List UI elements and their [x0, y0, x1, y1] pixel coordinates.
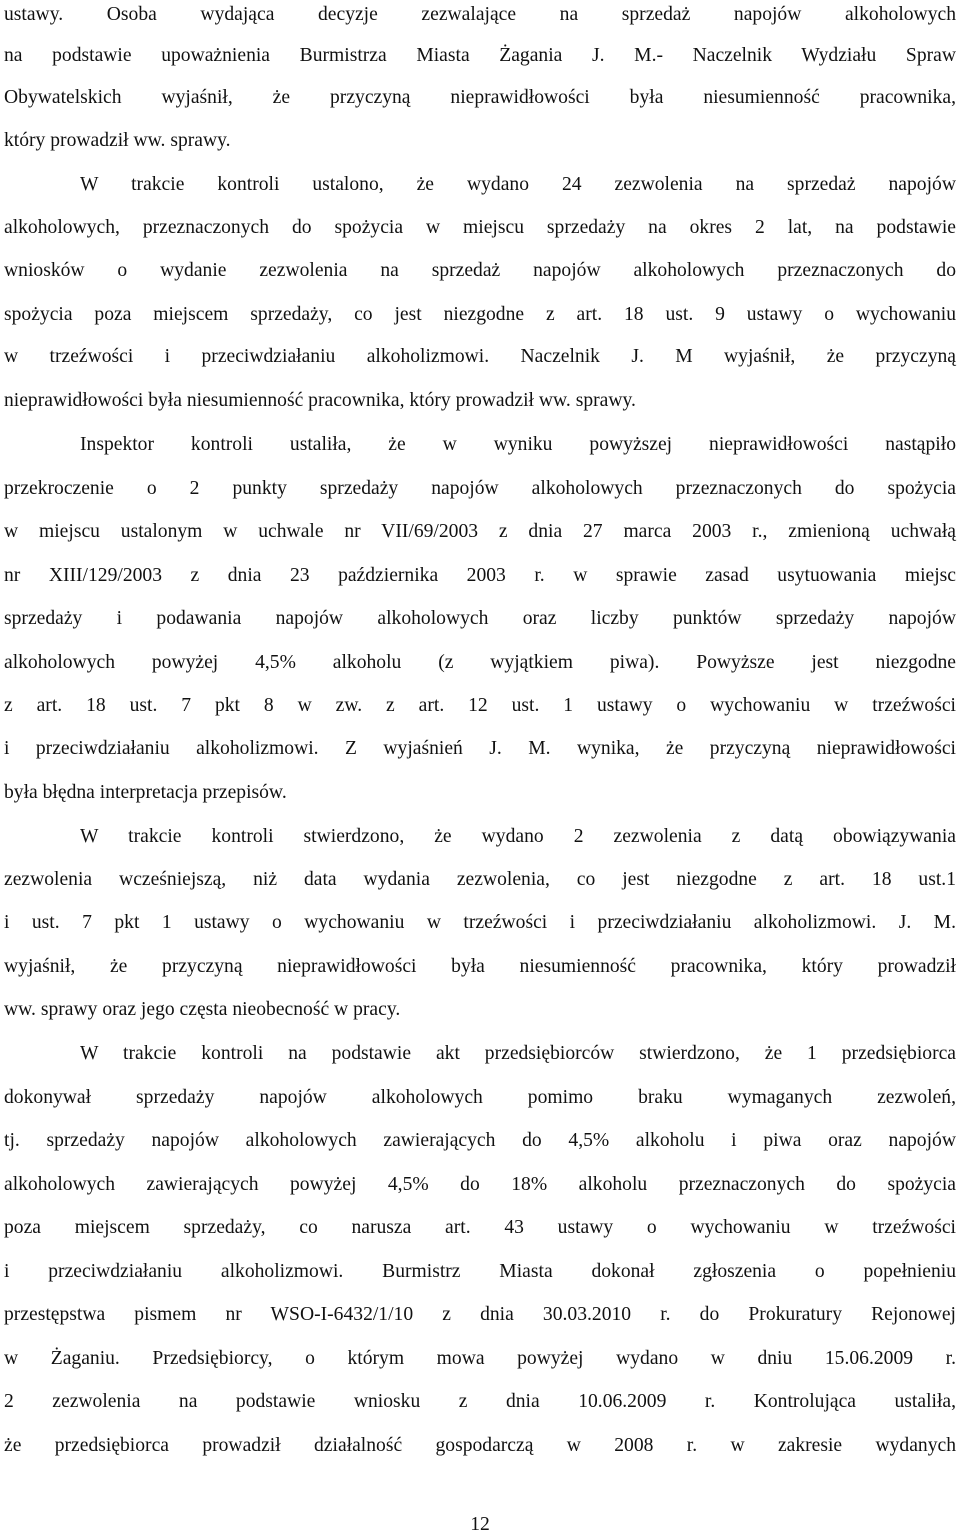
text-line: wniosków o wydanie zezwolenia na sprzedaż napojów alkoholowych przeznaczonych do [4, 260, 956, 281]
text-line: w trzeźwości i przeciwdziałaniu alkoholizmowi. Naczelnik J. M wyjaśnił, że przyczyną [4, 346, 956, 367]
text-line: wyjaśnił, że przyczyną nieprawidłowości była niesumienność pracownika, który prowadził [4, 956, 956, 977]
text-line: zezwolenia wcześniejszą, niż data wydania zezwolenia, co jest niezgodne z art. 18 ust.1 [4, 869, 956, 890]
paragraph-first-line: W trakcie kontroli stwierdzono, że wydano 2 zezwolenia z datą obowiązywania [80, 826, 956, 847]
text-line: przestępstwa pismem nr WSO-I-6432/1/10 z dnia 30.03.2010 r. do Prokuratury Rejonowej [4, 1304, 956, 1325]
text-line: który prowadził ww. sprawy. [4, 130, 231, 151]
text-line: 2 zezwolenia na podstawie wniosku z dnia 10.06.2009 r. Kontrolująca ustaliła, [4, 1391, 956, 1412]
text-line: i przeciwdziałaniu alkoholizmowi. Z wyjaśnień J. M. wynika, że przyczyną nieprawidłowości [4, 738, 956, 759]
text-line: przekroczenie o 2 punkty sprzedaży napojów alkoholowych przeznaczonych do spożycia [4, 478, 956, 499]
text-line: nr XIII/129/2003 z dnia 23 października 2003 r. w sprawie zasad usytuowania miejsc [4, 565, 956, 586]
text-line: że przedsiębiorca prowadził działalność gospodarczą w 2008 r. w zakresie wydanych [4, 1435, 956, 1456]
page-number: 12 [470, 1514, 490, 1535]
text-line: alkoholowych, przeznaczonych do spożycia w miejscu sprzedaży na okres 2 lat, na podstawie [4, 217, 956, 238]
text-line: i przeciwdziałaniu alkoholizmowi. Burmistrz Miasta dokonał zgłoszenia o popełnieniu [4, 1261, 956, 1282]
paragraph-first-line: W trakcie kontroli na podstawie akt przedsiębiorców stwierdzono, że 1 przedsiębiorca [80, 1043, 956, 1064]
text-line: alkoholowych zawierających powyżej 4,5% do 18% alkoholu przeznaczonych do spożycia [4, 1174, 956, 1195]
text-line: na podstawie upoważnienia Burmistrza Miasta Żagania J. M.- Naczelnik Wydziału Spraw [4, 45, 956, 66]
text-line: nieprawidłowości była niesumienność pracownika, który prowadził ww. sprawy. [4, 390, 636, 411]
text-line: i ust. 7 pkt 1 ustawy o wychowaniu w trzeźwości i przeciwdziałaniu alkoholizmowi. J. M. [4, 912, 956, 933]
text-line: spożycia poza miejscem sprzedaży, co jest niezgodne z art. 18 ust. 9 ustawy o wychowaniu [4, 304, 956, 325]
text-line: ustawy. Osoba wydająca decyzje zezwalające na sprzedaż napojów alkoholowych [4, 4, 956, 25]
text-line: dokonywał sprzedaży napojów alkoholowych pomimo braku wymaganych zezwoleń, [4, 1087, 956, 1108]
text-line: tj. sprzedaży napojów alkoholowych zawierających do 4,5% alkoholu i piwa oraz napojów [4, 1130, 956, 1151]
text-line: w miejscu ustalonym w uchwale nr VII/69/2003 z dnia 27 marca 2003 r., zmienioną uchwałą [4, 521, 956, 542]
text-line: była błędna interpretacja przepisów. [4, 782, 287, 803]
text-line: ww. sprawy oraz jego częsta nieobecność w pracy. [4, 999, 401, 1020]
text-line: sprzedaży i podawania napojów alkoholowych oraz liczby punktów sprzedaży napojów [4, 608, 956, 629]
text-line: Obywatelskich wyjaśnił, że przyczyną nieprawidłowości była niesumienność pracownika, [4, 87, 956, 108]
text-line: poza miejscem sprzedaży, co narusza art. 43 ustawy o wychowaniu w trzeźwości [4, 1217, 956, 1238]
paragraph-first-line: W trakcie kontroli ustalono, że wydano 24 zezwolenia na sprzedaż napojów [80, 174, 956, 195]
text-line: alkoholowych powyżej 4,5% alkoholu (z wyjątkiem piwa). Powyższe jest niezgodne [4, 652, 956, 673]
text-line: z art. 18 ust. 7 pkt 8 w zw. z art. 12 ust. 1 ustawy o wychowaniu w trzeźwości [4, 695, 956, 716]
text-line: w Żaganiu. Przedsiębiorcy, o którym mowa powyżej wydano w dniu 15.06.2009 r. [4, 1348, 956, 1369]
paragraph-first-line: Inspektor kontroli ustaliła, że w wyniku powyższej nieprawidłowości nastąpiło [80, 434, 956, 455]
